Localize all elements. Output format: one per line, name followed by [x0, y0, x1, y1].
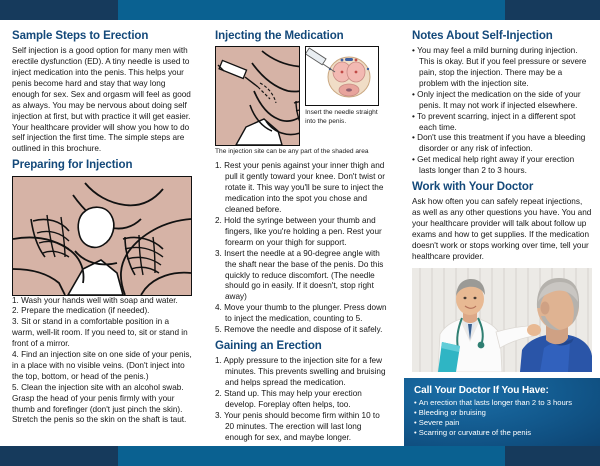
call-box-heading: Call Your Doctor If You Have:: [414, 385, 549, 396]
list-item: • Get medical help right away if your erection lasts longer than 2 to 3 hours.: [412, 155, 575, 176]
list-item: 2. Hold the syringe between your thumb and fingers, like you're holding a pen. Rest your forearm on your thigh for support.: [215, 215, 382, 247]
self-injection-notes-list: [412, 46, 592, 177]
caption-insert-needle: Insert the needle straight into the penis.: [305, 109, 378, 125]
heading-sample-steps: Sample Steps to Erection: [12, 30, 149, 42]
heading-work-with-your-doctor: Work with Your Doctor: [412, 181, 534, 194]
list-item: • You may feel a mild burning during injection. This is okay. But if you feel pressure or severe pain, stop the injection. There may be a problem with the injection site.: [412, 46, 587, 88]
list-item-text: Only inject the medication on the side of your penis. It may not work if injected elsewhere.: [417, 89, 581, 110]
list-item: • An erection that lasts longer than 2 to 3 hours: [414, 398, 573, 407]
list-item: 4. Find an injection site on one side of your penis, in a place with no visible veins. (Don't inject into the top, bottom, or head of the penis.): [12, 350, 192, 381]
injection-figure-row: [215, 46, 390, 146]
penis-cross-section-illustration: [305, 46, 379, 106]
call-box-list: [414, 398, 591, 437]
doctor-patient-photo-graphic: [412, 268, 592, 372]
heading-gaining-an-erection: Gaining an Erection: [215, 339, 322, 352]
left-column: [0, 20, 203, 446]
cross-section-group: [305, 46, 390, 126]
list-item: • To prevent scarring, inject in a different spot each time.: [412, 111, 576, 132]
caption-injection-site: The injection site can be any part of the shaded area: [215, 148, 369, 156]
list-item-text: An erection that lasts longer than 2 to 3 hours: [418, 398, 573, 407]
list-item-text: Get medical help right away if your erection lasts longer than 2 to 3 hours.: [417, 155, 575, 176]
top-bar-left-segment: [0, 0, 118, 20]
list-item: 5. Remove the needle and dispose of it safely.: [215, 325, 383, 335]
list-item: 3. Sit or stand in a comfortable position in a warm, well-lit room. If you need to, sit or stand in front of a mirror.: [12, 317, 188, 349]
heading-notes-about-self-injection: Notes About Self-Injection: [412, 30, 553, 42]
list-item: • Don't use this treatment if you have a bleeding disorder or any risk of infection.: [412, 133, 586, 154]
list-item: 1. Rest your penis against your inner thigh and pull it gently toward your knee. Don't twist or rotate it. This way you'll be sure to inject the medication into the spot you chose and cleaned before.: [215, 161, 385, 215]
hands-washing-icon: [13, 177, 191, 295]
list-item-text: To prevent scarring, inject in a different spot each time.: [417, 111, 576, 132]
list-item: • Only inject the medication on the side of your penis. It may not work if injected elsewhere.: [412, 89, 581, 110]
list-item-text: Scarring or curvature of the penis: [418, 427, 532, 437]
list-item-text: Don't use this treatment if you have a bleeding disorder or any risk of infection.: [417, 133, 586, 154]
work-with-doctor-paragraph: Ask how often you can safely repeat injections, as well as any other questions you have. You and your healthcare provider will talk about follow up exams and how to get supplies. If the medication doesn't work or stops working over time, tell your healthcare provider.: [412, 197, 592, 261]
list-item: 2. Prepare the medication (if needed).: [12, 306, 150, 316]
list-item: 4. Move your thumb to the plunger. Press down to inject the medication, counting to 5.: [215, 303, 387, 324]
list-item: 2. Stand up. This may help your erection develop. Foreplay often helps, too.: [215, 388, 362, 409]
preparing-steps-list: [12, 296, 193, 427]
list-item-text: You may feel a mild burning during injection. This is okay. But if you feel pressure or severe pain, stop the injection. There may be a problem with the injection site.: [417, 46, 587, 88]
list-item: • Severe pain: [414, 417, 460, 427]
list-item: • Scarring or curvature of the penis: [414, 427, 532, 437]
heading-injecting-the-medication: Injecting the Medication: [215, 30, 344, 42]
hands-washing-illustration: [12, 176, 192, 296]
doctor-and-patient-photo: [412, 268, 592, 372]
bottom-bar-right-segment: [505, 446, 600, 466]
middle-column: [203, 20, 400, 446]
list-item: 5. Clean the injection site with an alcohol swab. Grasp the head of your penis firmly with your thumb and forefinger (don't just pinch the skin). Stretch the penis so the skin on the shaft is taut.: [12, 382, 187, 425]
injection-site-icon: [216, 47, 300, 145]
list-item: 3. Your penis should become firm within 10 to 20 minutes. The erection will last long enough for sex, and maybe longer.: [215, 410, 380, 442]
list-item: • Bleeding or bruising: [414, 407, 486, 417]
bottom-bar-middle-segment: [118, 446, 505, 466]
list-item: 1. Apply pressure to the injection site for a few minutes. This prevents swelling and bruising and helps spread the medication.: [215, 356, 386, 387]
gaining-erection-steps-list: [215, 356, 390, 443]
top-bar-middle-segment: [118, 0, 505, 20]
list-item: 3. Insert the needle at a 90-degree angle with the shaft near the base of the penis. Do this quickly to reduce discomfort. (The needle should go in easily. If it doesn't, stop right away): [215, 248, 384, 302]
heading-preparing-for-injection: Preparing for Injection: [12, 159, 133, 172]
cross-section-icon: [306, 47, 378, 105]
injecting-steps-list: [215, 161, 390, 336]
top-decorative-bar: [0, 0, 600, 20]
list-item-text: Severe pain: [418, 417, 460, 427]
call-your-doctor-box: [404, 378, 600, 446]
list-item-text: Bleeding or bruising: [418, 407, 486, 417]
list-item: 1. Wash your hands well with soap and water.: [12, 295, 178, 305]
bottom-decorative-bar: [0, 446, 600, 466]
bottom-bar-left-segment: [0, 446, 118, 466]
injection-site-illustration: [215, 46, 300, 146]
top-bar-right-segment: [505, 0, 600, 20]
intro-paragraph: Self injection is a good option for many men with erectile dysfunction (ED). A tiny needle is used to inject medication into the penis. This helps your penis become hard and stay that way long enough for sex. Sex and orgasm will feel as good as always. You may be nervous about doing self injection at first, but with practice it will get easier. Your healthcare provider will show you how to do self injection the first time. The simple steps are outlined in this brochure.: [12, 46, 191, 154]
